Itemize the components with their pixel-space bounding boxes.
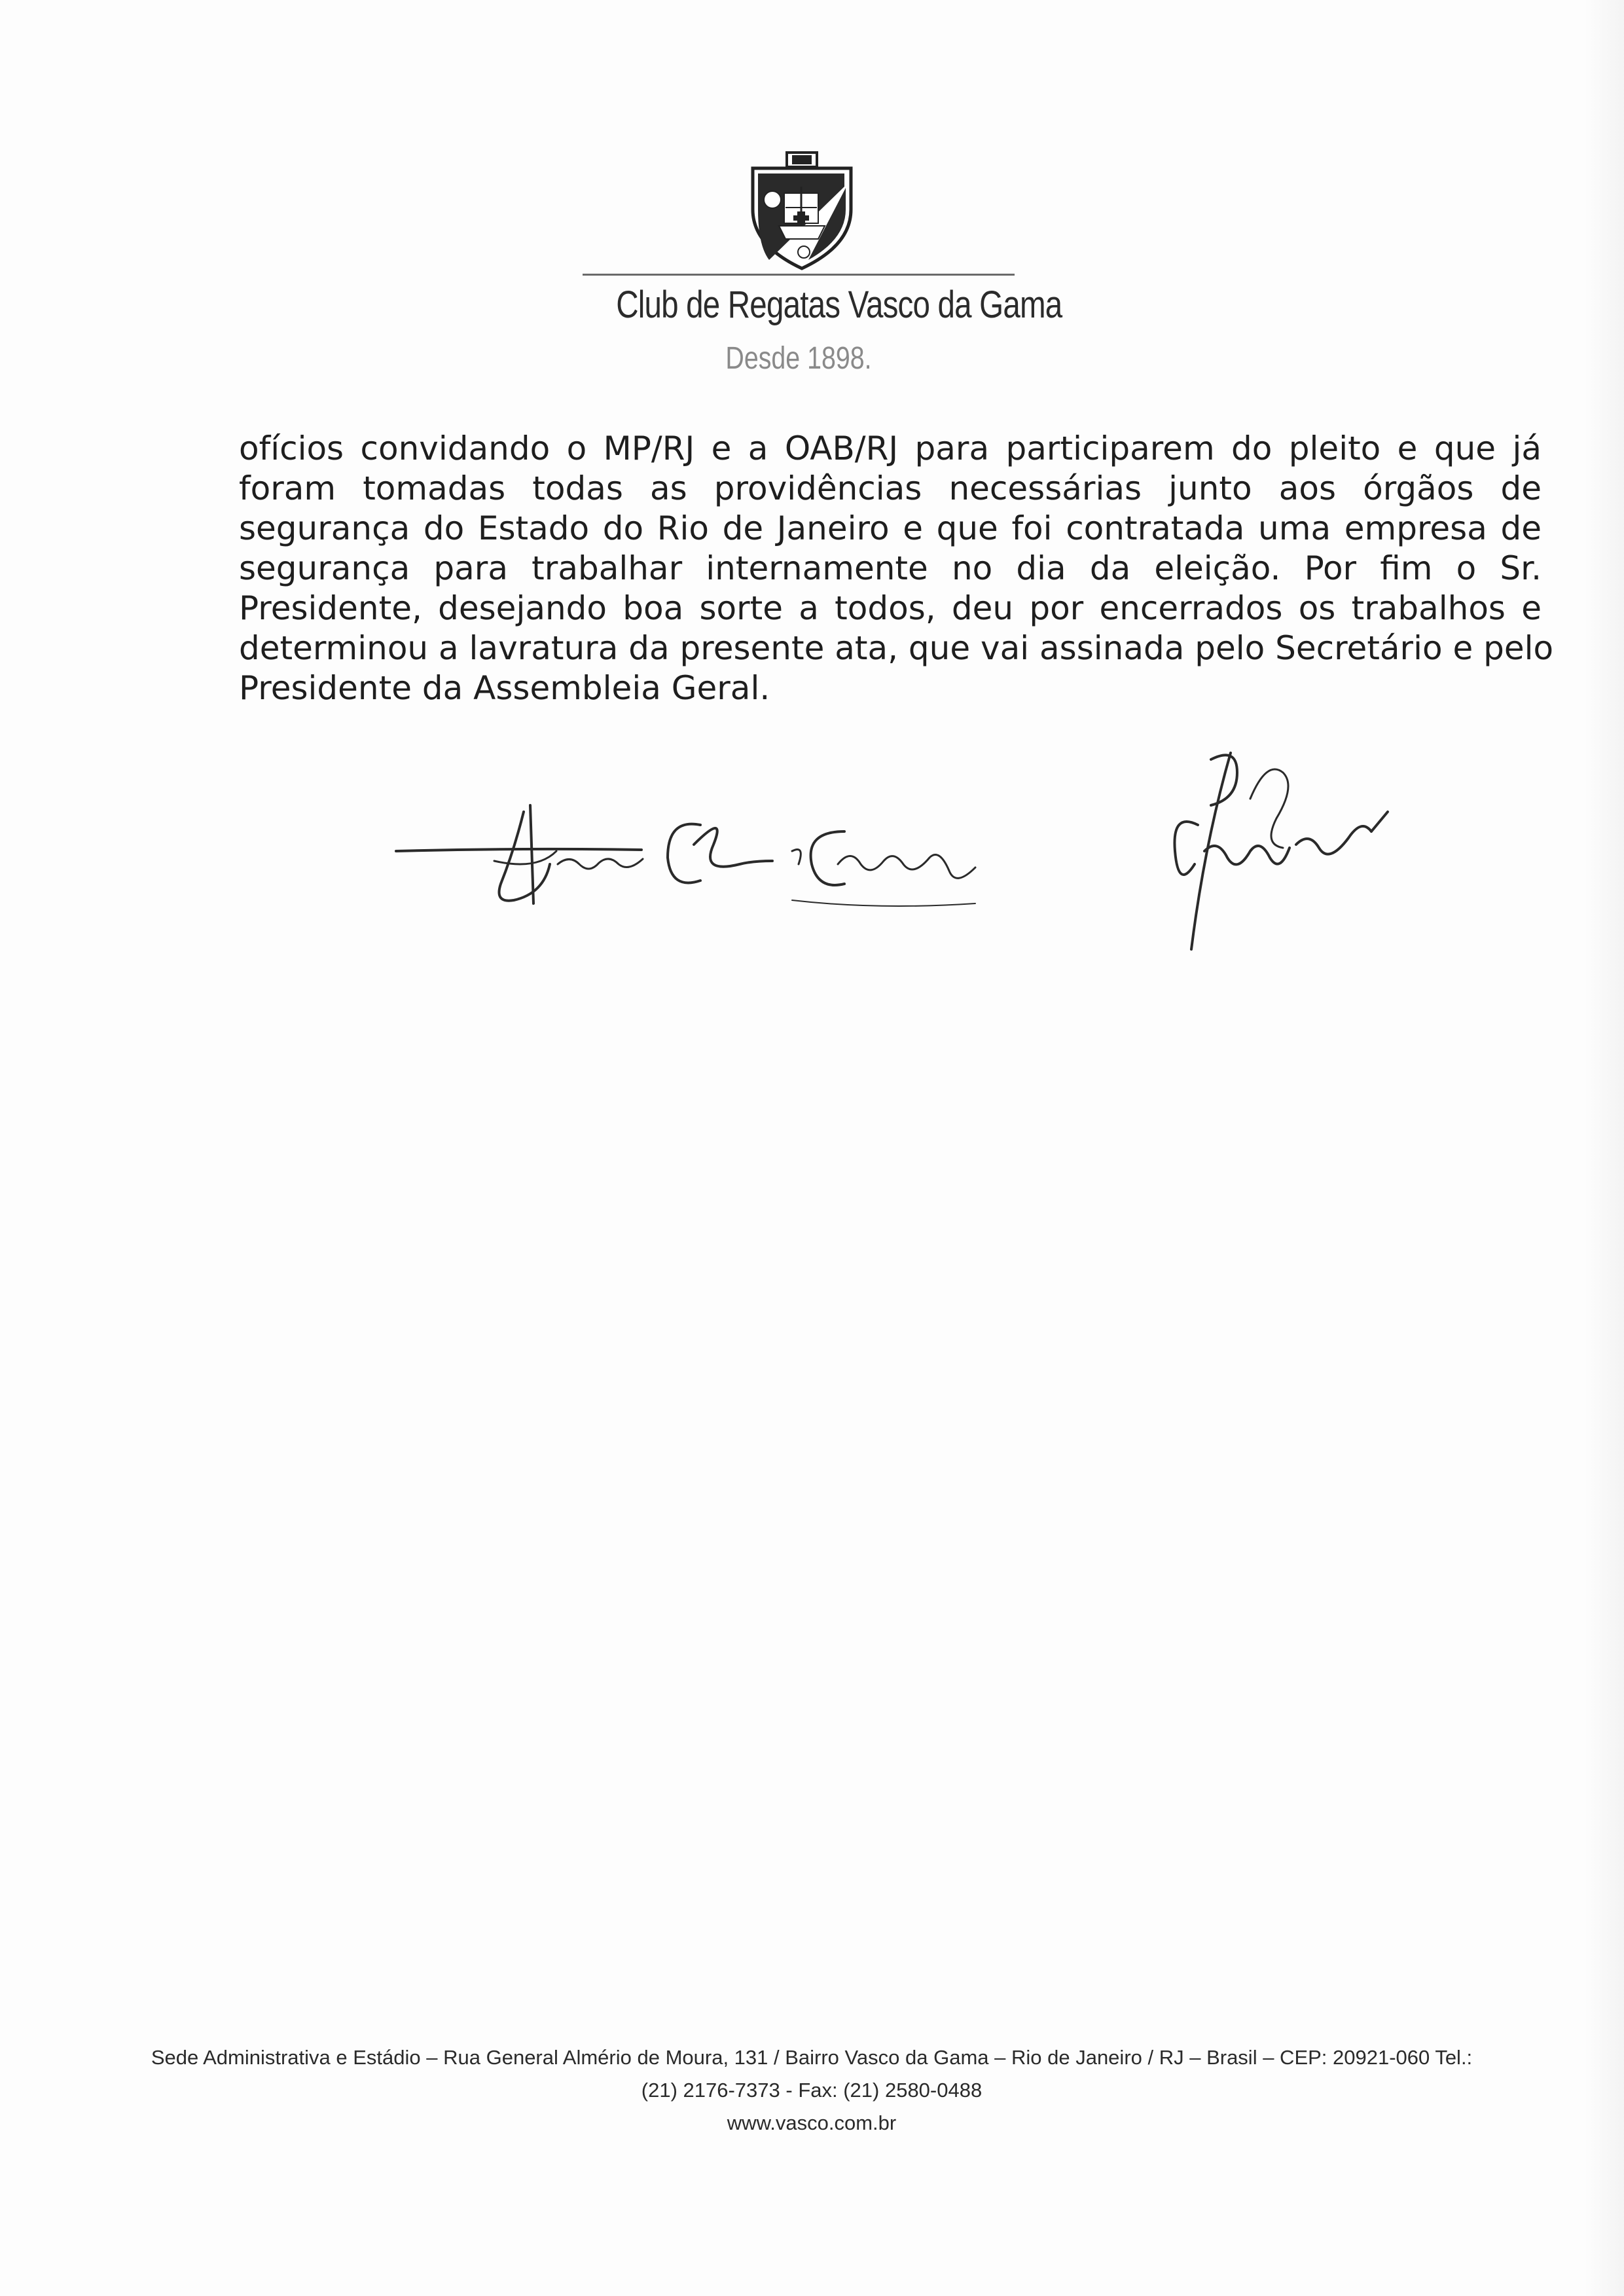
club-name: Club de Regatas Vasco da Gama <box>616 283 1062 326</box>
signatures <box>386 733 1434 982</box>
paragraph-line: segurança para trabalhar internamente no dia da eleição. Por fim o Sr. <box>239 549 1542 587</box>
footer-phone-line: (21) 2176-7373 - Fax: (21) 2580-0488 <box>641 2079 983 2102</box>
footer-address <box>65 2041 1558 2140</box>
signature-president <box>1174 753 1388 949</box>
club-crest-icon <box>746 147 857 272</box>
paragraph-line: foram tomadas todas as providências necessárias junto aos órgãos de <box>239 469 1542 507</box>
paragraph-line: determinou a lavratura da presente ata, que vai assinada pelo Secretário e pelo <box>239 629 1554 667</box>
footer-address-line: Sede Administrativa e Estádio – Rua General Almério de Moura, 131 / Bairro Vasco da Gama – Rio de Janeiro / RJ – Brasil – CEP: 20921-060 Tel.: <box>151 2046 1473 2069</box>
paragraph-line: Presidente, desejando boa sorte a todos, deu por encerrados os trabalhos e <box>239 589 1542 627</box>
scan-shadow <box>1585 0 1624 2296</box>
paragraph-line: segurança do Estado do Rio de Janeiro e que foi contratada uma empresa de <box>239 509 1542 547</box>
footer-website: www.vasco.com.br <box>727 2111 897 2134</box>
signature-secretary <box>396 805 975 906</box>
paragraph-line: Presidente da Assembleia Geral. <box>239 669 770 707</box>
club-founded-year: Desde 1898. <box>725 341 872 376</box>
paragraph-line: ofícios convidando o MP/RJ e a OAB/RJ para participarem do pleito e que já <box>239 429 1542 467</box>
minutes-paragraph <box>239 429 1554 708</box>
header-divider <box>583 274 1015 276</box>
